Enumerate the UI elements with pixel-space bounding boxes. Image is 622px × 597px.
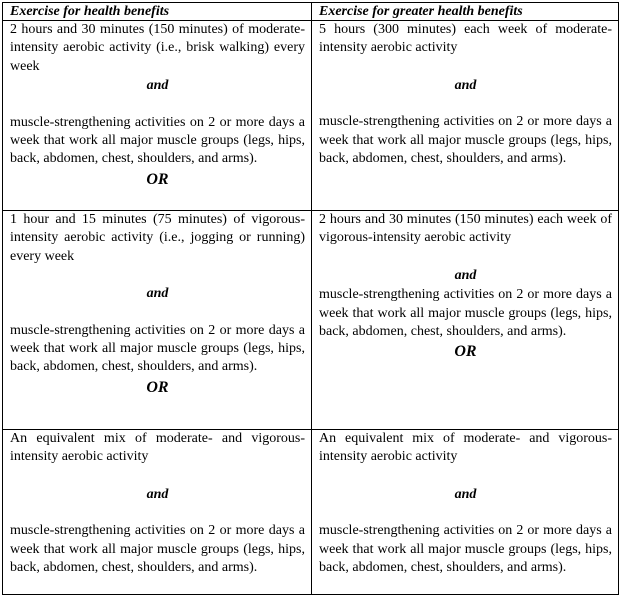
table-cell xyxy=(312,21,619,211)
table-header-row xyxy=(3,3,619,21)
table-cell xyxy=(3,430,312,595)
aerobic-text: An equivalent mix of moderate- and vigorous-intensity aerobic activity xyxy=(10,431,305,465)
table-cell xyxy=(3,21,312,211)
table-cell xyxy=(312,211,619,430)
table-cell xyxy=(3,211,312,430)
strength-text: muscle-strengthening activities on 2 or more days a week that work all major muscle groups (legs, hips, back, abdomen, chest, shoulders, and arms). xyxy=(10,114,305,167)
aerobic-text: An equivalent mix of moderate- and vigorous-intensity aerobic activity xyxy=(319,431,612,465)
aerobic-text: 5 hours (300 minutes) each week of moderate-intensity aerobic activity xyxy=(319,22,612,56)
strength-text: muscle-strengthening activities on 2 or more days a week that work all major muscle groups (legs, hips, back, abdomen, chest, shoulders, and arms). xyxy=(10,322,305,375)
aerobic-text: 2 hours and 30 minutes (150 minutes) each week of vigorous-intensity aerobic activity xyxy=(319,212,612,246)
table-cell xyxy=(312,430,619,595)
header-health-benefits: Exercise for health benefits xyxy=(3,3,312,21)
and-connector: and xyxy=(454,267,477,283)
table-row xyxy=(3,430,619,595)
and-connector: and xyxy=(454,77,477,93)
table-row xyxy=(3,211,619,430)
or-connector: OR xyxy=(146,378,169,396)
header-greater-health-benefits: Exercise for greater health benefits xyxy=(312,3,619,21)
strength-text: muscle-strengthening activities on 2 or more days a week that work all major muscle groups (legs, hips, back, abdomen, chest, shoulders, and arms). xyxy=(319,523,612,576)
or-connector: OR xyxy=(146,170,169,188)
or-connector: OR xyxy=(454,343,477,361)
strength-text: muscle-strengthening activities on 2 or more days a week that work all major muscle groups (legs, hips, back, abdomen, chest, shoulders, and arms). xyxy=(10,523,305,576)
and-connector: and xyxy=(146,486,169,502)
aerobic-text: 1 hour and 15 minutes (75 minutes) of vigorous-intensity aerobic activity (i.e., jogging or running) every week xyxy=(10,212,305,264)
and-connector: and xyxy=(454,486,477,502)
and-connector: and xyxy=(146,78,169,94)
strength-text: muscle-strengthening activities on 2 or more days a week that work all major muscle groups (legs, hips, back, abdomen, chest, shoulders, and arms). xyxy=(319,114,612,167)
and-connector: and xyxy=(146,286,169,302)
exercise-guidelines-table xyxy=(2,2,619,595)
aerobic-text: 2 hours and 30 minutes (150 minutes) of moderate-intensity aerobic activity (i.e., brisk walking) every week xyxy=(10,22,305,74)
table-row xyxy=(3,21,619,211)
strength-text: muscle-strengthening activities on 2 or more days a week that work all major muscle groups (legs, hips, back, abdomen, chest, shoulders, and arms). xyxy=(319,287,612,340)
